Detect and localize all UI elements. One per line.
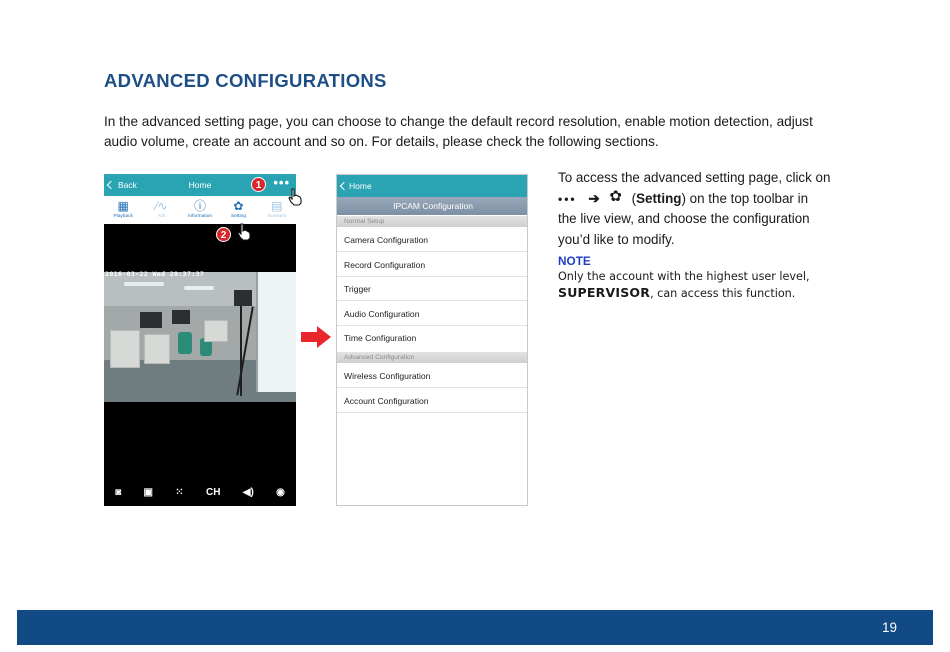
setting-keyword: Setting [636, 190, 682, 206]
video-monitor [140, 312, 162, 328]
arrow-right-icon [301, 325, 331, 349]
page-number: 19 [881, 620, 897, 635]
more-menu-button[interactable]: ••• [273, 175, 290, 190]
grid-icon[interactable]: ⁙ [175, 486, 184, 498]
live-view-topbar [104, 174, 296, 196]
live-view-screenshot [104, 174, 296, 506]
instructions-line-1: To access the advanced setting page, click on [558, 170, 831, 185]
video-camera [234, 290, 252, 306]
instructions [558, 168, 843, 250]
section-normal-setup: Normal Setup [337, 216, 528, 227]
page-title: ADVANCED CONFIGURATIONS [104, 70, 387, 91]
menu-item-audio-configuration[interactable]: Audio Configuration [337, 302, 528, 326]
video-cabinet [110, 330, 140, 368]
step-2-badge: 2 [216, 227, 231, 242]
config-menu-screenshot [336, 174, 528, 506]
video-window [256, 272, 296, 392]
speaker-icon[interactable]: ◀) [242, 486, 254, 498]
live-view-toolbar [104, 196, 296, 224]
toolbar-playback[interactable] [104, 196, 142, 224]
video-ceiling-light [124, 282, 164, 286]
home-back-button[interactable] [341, 181, 372, 191]
camera-video-feed[interactable] [104, 272, 296, 402]
osd-timestamp: 2016-03-22 Wed 20:37:37 [105, 270, 205, 278]
instructions-line-3: the live view, and choose the configuration [558, 211, 810, 226]
menu-item-record-configuration[interactable]: Record Configuration [337, 253, 528, 277]
section-advanced-configuration: Advanced Configuration [337, 352, 528, 363]
toolbar-as[interactable] [142, 196, 180, 224]
config-title: IPCAM Configuration [337, 197, 528, 215]
note-line-1: Only the account with the highest user level, [558, 270, 810, 283]
page-footer [17, 610, 933, 645]
menu-item-account-configuration[interactable]: Account Configuration [337, 389, 528, 413]
camera-icon[interactable]: ◙ [115, 486, 122, 498]
hand-pointer-icon [288, 188, 303, 206]
note-body [558, 269, 848, 302]
toolbar-label: Scenario [267, 214, 287, 219]
gear-icon: ✿ [233, 199, 244, 213]
instructions-line-2 [558, 189, 843, 210]
more-dots-icon: ••• [558, 191, 577, 206]
playback-icon: ▦ [117, 199, 129, 213]
instructions-line-4: you’d like to modify. [558, 231, 675, 247]
open-paren: ( [631, 190, 637, 206]
toolbar-information[interactable] [181, 196, 219, 224]
gear-icon: ✿ [609, 187, 622, 205]
info-icon: ⓘ [194, 199, 207, 213]
eye-icon[interactable]: ◉ [276, 486, 285, 498]
note-title: NOTE [558, 254, 591, 268]
video-cabinet [204, 320, 228, 342]
video-ceiling-light [184, 286, 214, 290]
record-icon[interactable]: ▣ [143, 486, 153, 498]
note-line-2-rest: , can access this function. [650, 287, 796, 300]
document-icon: ▤ [271, 199, 283, 213]
menu-item-time-configuration[interactable]: Time Configuration [344, 333, 417, 343]
menu-item-camera-configuration[interactable]: Camera Configuration [337, 228, 528, 252]
intro-paragraph: In the advanced setting page, you can choose to change the default record resolution, enable motion detection, adjust audio volume, create an account and so on. For details, please check the following sections. [104, 114, 813, 149]
instructions-line-2-rest: ) on the top toolbar in [681, 190, 809, 206]
step-1-badge: 1 [251, 177, 266, 192]
toolbar-setting[interactable] [219, 196, 257, 224]
live-view-title: Home [188, 180, 212, 190]
back-label: Home [349, 181, 372, 191]
video-monitor [172, 310, 190, 324]
live-view-bottom-bar [104, 482, 296, 502]
hand-pointer-icon [237, 223, 252, 241]
chevron-left-icon [340, 182, 348, 190]
channel-icon[interactable]: CH [205, 486, 221, 498]
toolbar-label: Setting [230, 214, 246, 219]
video-chair [178, 332, 192, 354]
toolbar-label: A/S [157, 214, 166, 219]
toolbar-label: Information [188, 214, 213, 219]
arrow-icon: ➔ [588, 190, 600, 206]
chart-icon: ⁄∿ [155, 199, 168, 213]
video-cabinet [144, 334, 170, 364]
back-label: Back [118, 180, 137, 190]
supervisor-keyword: SUPERVISOR [558, 285, 651, 300]
menu-item-wireless-configuration[interactable]: Wireless Configuration [337, 364, 528, 388]
menu-item-trigger[interactable]: Trigger [337, 277, 528, 301]
toolbar-label: Playback [113, 214, 133, 219]
config-topbar [337, 175, 528, 197]
